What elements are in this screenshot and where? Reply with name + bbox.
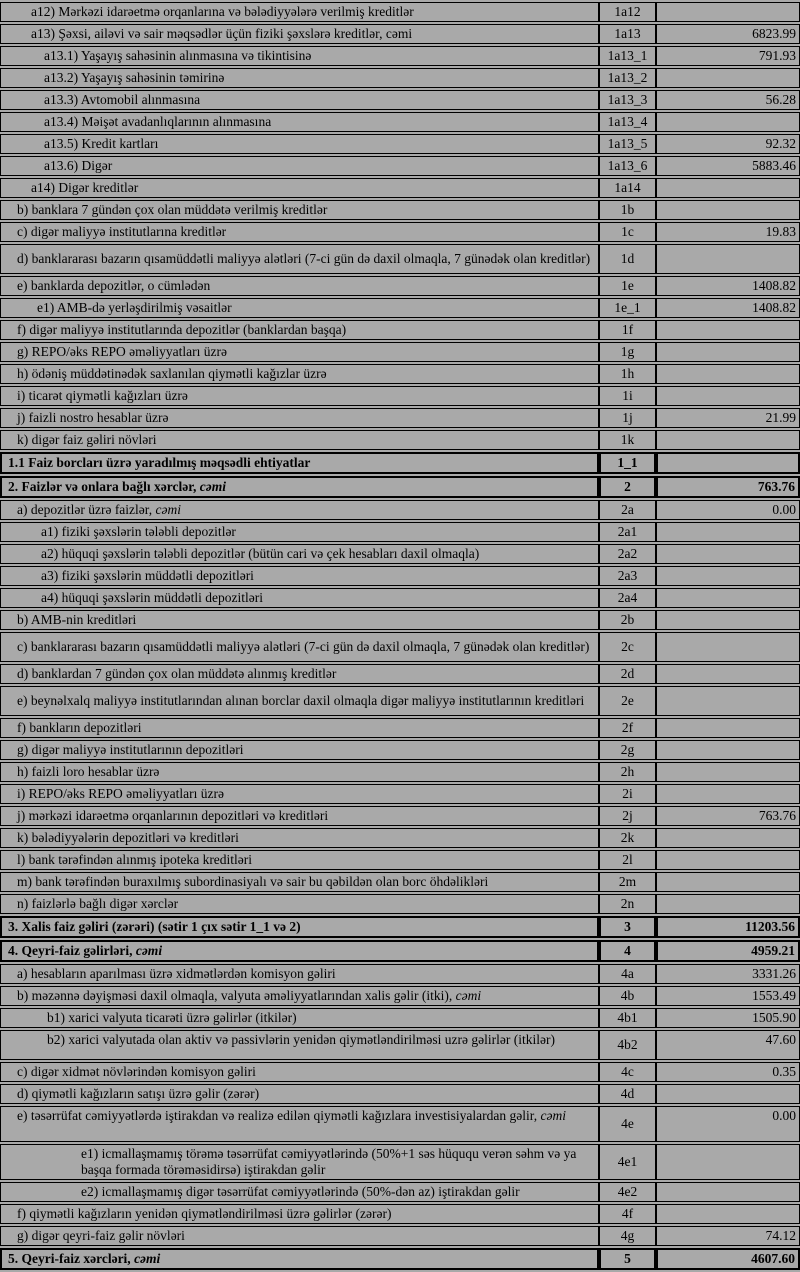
row-value — [656, 320, 800, 340]
row-label: a4) hüquqi şəxslərin müddətli depozitləri — [0, 588, 599, 608]
row-label: h) faizli loro hesablar üzrə — [0, 762, 599, 782]
row-label: c) digər maliyyə institutlarına kreditlər — [0, 222, 599, 242]
table-row — [0, 476, 800, 498]
row-value — [656, 178, 800, 198]
row-label: g) REPO/əks REPO əməliyyatları üzrə — [0, 342, 599, 362]
row-value: 1408.82 — [656, 298, 800, 318]
row-label: i) REPO/əks REPO əməliyyatları üzrə — [0, 784, 599, 804]
row-value: 0.00 — [656, 500, 800, 520]
row-value — [656, 1204, 800, 1224]
row-label: e1) icmallaşmamış törəmə təsərrüfat cəmiyyətlərində (50%+1 səs hüququ verən səhm və ya başqa formada törəməsidirsə) iştirakdan gəlir — [0, 1144, 599, 1180]
row-code: 2 — [599, 476, 656, 498]
table-row — [0, 784, 800, 804]
row-value — [656, 686, 800, 716]
row-label: e) təsərrüfat cəmiyyətlərdə iştirakdan və realizə edilən qiymətli kağızlara investisiyalardan gəlir, cəmi — [0, 1106, 599, 1142]
row-code: 2a1 — [599, 522, 656, 542]
row-code: 2a2 — [599, 544, 656, 564]
row-code: 1e_1 — [599, 298, 656, 318]
row-label: j) faizli nostro hesablar üzrə — [0, 408, 599, 428]
row-code: 4b1 — [599, 1008, 656, 1028]
row-code: 4a — [599, 964, 656, 984]
row-value: 763.76 — [656, 476, 800, 498]
row-label: i) ticarət qiymətli kağızları üzrə — [0, 386, 599, 406]
row-label: c) banklararası bazarın qısamüddətli maliyyə alətləri (7-ci gün də daxil olmaqla, 7 günədək olan kreditlər) — [0, 632, 599, 662]
table-row — [0, 806, 800, 826]
row-code: 1f — [599, 320, 656, 340]
row-label: g) digər maliyyə institutlarının depozitləri — [0, 740, 599, 760]
row-code: 2j — [599, 806, 656, 826]
row-code: 1e — [599, 276, 656, 296]
table-row — [0, 916, 800, 938]
table-row — [0, 276, 800, 296]
row-value — [656, 718, 800, 738]
row-value: 5883.46 — [656, 156, 800, 176]
table-row — [0, 828, 800, 848]
row-code: 2e — [599, 686, 656, 716]
row-value: 56.28 — [656, 90, 800, 110]
row-label: a13.5) Kredit kartları — [0, 134, 599, 154]
row-code: 1i — [599, 386, 656, 406]
row-code: 1a12 — [599, 2, 656, 22]
row-code: 1a13_6 — [599, 156, 656, 176]
row-code: 3 — [599, 916, 656, 938]
row-code: 4d — [599, 1084, 656, 1104]
table-row — [0, 68, 800, 88]
table-row — [0, 178, 800, 198]
row-value — [656, 364, 800, 384]
row-label: b) məzənnə dəyişməsi daxil olmaqla, valyuta əməliyyatlarından xalis gəlir (itki), cəmi — [0, 986, 599, 1006]
row-code: 4c — [599, 1062, 656, 1082]
row-label: c) digər xidmət növlərindən komisyon gəliri — [0, 1062, 599, 1082]
table-row — [0, 134, 800, 154]
row-value: 11203.56 — [656, 916, 800, 938]
row-label: k) bələdiyyələrin depozitləri və kreditləri — [0, 828, 599, 848]
row-code: 2a3 — [599, 566, 656, 586]
row-value: 4959.21 — [656, 940, 800, 962]
row-value — [656, 1182, 800, 1202]
table-row — [0, 632, 800, 662]
row-code: 4e2 — [599, 1182, 656, 1202]
row-code: 4e1 — [599, 1144, 656, 1180]
row-label: j) mərkəzi idarəetmə orqanlarının depozitləri və kreditləri — [0, 806, 599, 826]
table-row — [0, 718, 800, 738]
row-value — [656, 784, 800, 804]
table-row — [0, 610, 800, 630]
row-label: e1) AMB-də yerləşdirilmiş vəsaitlər — [0, 298, 599, 318]
row-value: 1553.49 — [656, 986, 800, 1006]
row-value: 1505.90 — [656, 1008, 800, 1028]
row-value — [656, 430, 800, 450]
row-label: a13.3) Avtomobil alınmasına — [0, 90, 599, 110]
row-value — [656, 566, 800, 586]
table-row — [0, 1248, 800, 1270]
row-code: 1a13 — [599, 24, 656, 44]
row-code: 4e — [599, 1106, 656, 1142]
table-row — [0, 320, 800, 340]
row-label: 4. Qeyri-faiz gəlirləri, cəmi — [0, 940, 599, 962]
row-code: 4 — [599, 940, 656, 962]
row-code: 2c — [599, 632, 656, 662]
row-value — [656, 762, 800, 782]
row-label-italic-suffix: cəmi — [134, 1251, 161, 1266]
row-label: a3) fiziki şəxslərin müddətli depozitləri — [0, 566, 599, 586]
row-label: a14) Digər kreditlər — [0, 178, 599, 198]
table-row — [0, 664, 800, 684]
row-code: 1a13_4 — [599, 112, 656, 132]
row-label: g) digər qeyri-faiz gəlir növləri — [0, 1226, 599, 1246]
row-value — [656, 200, 800, 220]
table-row — [0, 222, 800, 242]
row-label: d) qiymətli kağızların satışı üzrə gəlir (zərər) — [0, 1084, 599, 1104]
table-row — [0, 1144, 800, 1180]
row-code: 1a13_3 — [599, 90, 656, 110]
row-label-italic-suffix: cəmi — [540, 1108, 566, 1123]
row-label: f) qiymətli kağızların yenidən qiymətləndirilməsi üzrə gəlirlər (zərər) — [0, 1204, 599, 1224]
row-value — [656, 386, 800, 406]
table-row — [0, 430, 800, 450]
table-row — [0, 452, 800, 474]
table-row — [0, 964, 800, 984]
row-value — [656, 632, 800, 662]
table-row — [0, 762, 800, 782]
row-code: 2g — [599, 740, 656, 760]
row-code: 2l — [599, 850, 656, 870]
row-label: a) hesabların aparılması üzrə xidmətlərdən komisyon gəliri — [0, 964, 599, 984]
row-label: e2) icmallaşmamış digər təsərrüfat cəmiyyətlərində (50%-dən az) iştirakdan gəlir — [0, 1182, 599, 1202]
table-row — [0, 850, 800, 870]
row-code: 5 — [599, 1248, 656, 1270]
row-code: 1b — [599, 200, 656, 220]
row-value — [656, 850, 800, 870]
table-row — [0, 872, 800, 892]
row-value — [656, 544, 800, 564]
row-code: 2n — [599, 894, 656, 914]
row-label: a13.1) Yaşayış sahəsinin alınmasına və tikintisinə — [0, 46, 599, 66]
row-label: a13.6) Digər — [0, 156, 599, 176]
row-value — [656, 894, 800, 914]
row-label: e) beynəlxalq maliyyə institutlarından alınan borclar daxil olmaqla digər maliyyə institutlarının kreditləri — [0, 686, 599, 716]
table-row — [0, 408, 800, 428]
row-code: 1a13_2 — [599, 68, 656, 88]
row-label: d) banklararası bazarın qısamüddətli maliyyə alətləri (7-ci gün də daxil olmaqla, 7 günədək olan kreditlər) — [0, 244, 599, 274]
row-code: 2d — [599, 664, 656, 684]
row-value: 0.00 — [656, 1106, 800, 1142]
row-label: b2) xarici valyutada olan aktiv və passivlərin yenidən qiymətləndirilməsi uzrə gəlirlər (itkilər) — [0, 1030, 599, 1060]
row-value: 763.76 — [656, 806, 800, 826]
row-label: b1) xarici valyuta ticarəti üzrə gəlirlər (itkilər) — [0, 1008, 599, 1028]
row-value — [656, 112, 800, 132]
row-code: 1g — [599, 342, 656, 362]
row-label: a) depozitlər üzrə faizlər, cəmi — [0, 500, 599, 520]
table-row — [0, 500, 800, 520]
table-row — [0, 588, 800, 608]
row-value: 19.83 — [656, 222, 800, 242]
row-value: 92.32 — [656, 134, 800, 154]
table-row — [0, 940, 800, 962]
row-code: 1d — [599, 244, 656, 274]
row-value — [656, 664, 800, 684]
row-code: 4b — [599, 986, 656, 1006]
table-row — [0, 1030, 800, 1060]
row-value: 47.60 — [656, 1030, 800, 1060]
row-value: 6823.99 — [656, 24, 800, 44]
row-code: 2a4 — [599, 588, 656, 608]
row-label: m) bank tərəfindən buraxılmış subordinasiyalı və sair bu qəbildən olan borc öhdəlikləri — [0, 872, 599, 892]
row-code: 2m — [599, 872, 656, 892]
row-label: l) bank tərəfindən alınmış ipoteka kreditləri — [0, 850, 599, 870]
table-row — [0, 90, 800, 110]
row-code: 2k — [599, 828, 656, 848]
table-row — [0, 1204, 800, 1224]
row-value — [656, 452, 800, 474]
row-label: n) faizlərlə bağlı digər xərclər — [0, 894, 599, 914]
row-label: a13) Şəxsi, ailəvi və sair məqsədlər üçün fiziki şəxslərə kreditlər, cəmi — [0, 24, 599, 44]
row-code: 1a13_1 — [599, 46, 656, 66]
row-label: 5. Qeyri-faiz xərcləri, cəmi — [0, 1248, 599, 1270]
row-label: a1) fiziki şəxslərin tələbli depozitlər — [0, 522, 599, 542]
row-label: a13.2) Yaşayış sahəsinin təmirinə — [0, 68, 599, 88]
row-label: f) bankların depozitləri — [0, 718, 599, 738]
row-value — [656, 68, 800, 88]
row-label: 1.1 Faiz borcları üzrə yaradılmış məqsədli ehtiyatlar — [0, 452, 599, 474]
row-value: 791.93 — [656, 46, 800, 66]
row-code: 1j — [599, 408, 656, 428]
table-row — [0, 544, 800, 564]
row-value — [656, 872, 800, 892]
table-row — [0, 1226, 800, 1246]
row-code: 1k — [599, 430, 656, 450]
row-code: 1a14 — [599, 178, 656, 198]
row-value: 74.12 — [656, 1226, 800, 1246]
row-label: a2) hüquqi şəxslərin tələbli depozitlər (bütün cari və çek hesabları daxil olmaqla) — [0, 544, 599, 564]
row-value: 21.99 — [656, 408, 800, 428]
income-table-body — [0, 2, 800, 1270]
row-label: a13.4) Məişət avadanlıqlarının alınmasına — [0, 112, 599, 132]
table-row — [0, 1008, 800, 1028]
row-code: 2a — [599, 500, 656, 520]
table-row — [0, 986, 800, 1006]
row-code: 2b — [599, 610, 656, 630]
table-row — [0, 156, 800, 176]
row-value — [656, 2, 800, 22]
table-row — [0, 200, 800, 220]
table-row — [0, 112, 800, 132]
table-row — [0, 1182, 800, 1202]
table-row — [0, 364, 800, 384]
table-row — [0, 298, 800, 318]
row-label: k) digər faiz gəliri növləri — [0, 430, 599, 450]
row-value: 0.35 — [656, 1062, 800, 1082]
row-code: 2i — [599, 784, 656, 804]
row-code: 2h — [599, 762, 656, 782]
row-label-italic-suffix: cəmi — [135, 943, 163, 958]
table-row — [0, 566, 800, 586]
table-row — [0, 386, 800, 406]
row-label: d) banklardan 7 gündən çox olan müddətə alınmış kreditlər — [0, 664, 599, 684]
row-value — [656, 610, 800, 630]
table-row — [0, 1062, 800, 1082]
row-code: 1_1 — [599, 452, 656, 474]
table-row — [0, 2, 800, 22]
row-value: 1408.82 — [656, 276, 800, 296]
row-label-italic-suffix: cəmi — [199, 479, 226, 494]
row-label: h) ödəniş müddətinədək saxlanılan qiymətli kağızlar üzrə — [0, 364, 599, 384]
table-row — [0, 342, 800, 362]
row-code: 2f — [599, 718, 656, 738]
table-row — [0, 244, 800, 274]
row-label: a12) Mərkəzi idarəetmə orqanlarına və bələdiyyələrə verilmiş kreditlər — [0, 2, 599, 22]
table-row — [0, 46, 800, 66]
row-value — [656, 828, 800, 848]
table-row — [0, 522, 800, 542]
table-row — [0, 686, 800, 716]
row-value — [656, 244, 800, 274]
row-code: 4g — [599, 1226, 656, 1246]
row-label: 2. Faizlər və onlara bağlı xərclər, cəmi — [0, 476, 599, 498]
row-code: 4f — [599, 1204, 656, 1224]
row-label: b) AMB-nin kreditləri — [0, 610, 599, 630]
table-row — [0, 1084, 800, 1104]
row-value — [656, 740, 800, 760]
row-value: 4607.60 — [656, 1248, 800, 1270]
row-label-italic-suffix: cəmi — [155, 502, 181, 517]
row-value — [656, 342, 800, 362]
row-value: 3331.26 — [656, 964, 800, 984]
row-value — [656, 588, 800, 608]
row-label: b) banklara 7 gündən çox olan müddətə verilmiş kreditlər — [0, 200, 599, 220]
row-label: f) digər maliyyə institutlarında depozitlər (banklardan başqa) — [0, 320, 599, 340]
row-code: 1a13_5 — [599, 134, 656, 154]
table-row — [0, 24, 800, 44]
row-code: 1h — [599, 364, 656, 384]
row-value — [656, 1144, 800, 1180]
row-label: 3. Xalis faiz gəliri (zərəri) (sətir 1 çıx sətir 1_1 və 2) — [0, 916, 599, 938]
row-code: 1c — [599, 222, 656, 242]
row-value — [656, 1084, 800, 1104]
row-label: e) banklarda depozitlər, o cümlədən — [0, 276, 599, 296]
table-row — [0, 1106, 800, 1142]
row-code: 4b2 — [599, 1030, 656, 1060]
row-value — [656, 522, 800, 542]
row-label-italic-suffix: cəmi — [455, 988, 482, 1003]
table-row — [0, 740, 800, 760]
table-row — [0, 894, 800, 914]
